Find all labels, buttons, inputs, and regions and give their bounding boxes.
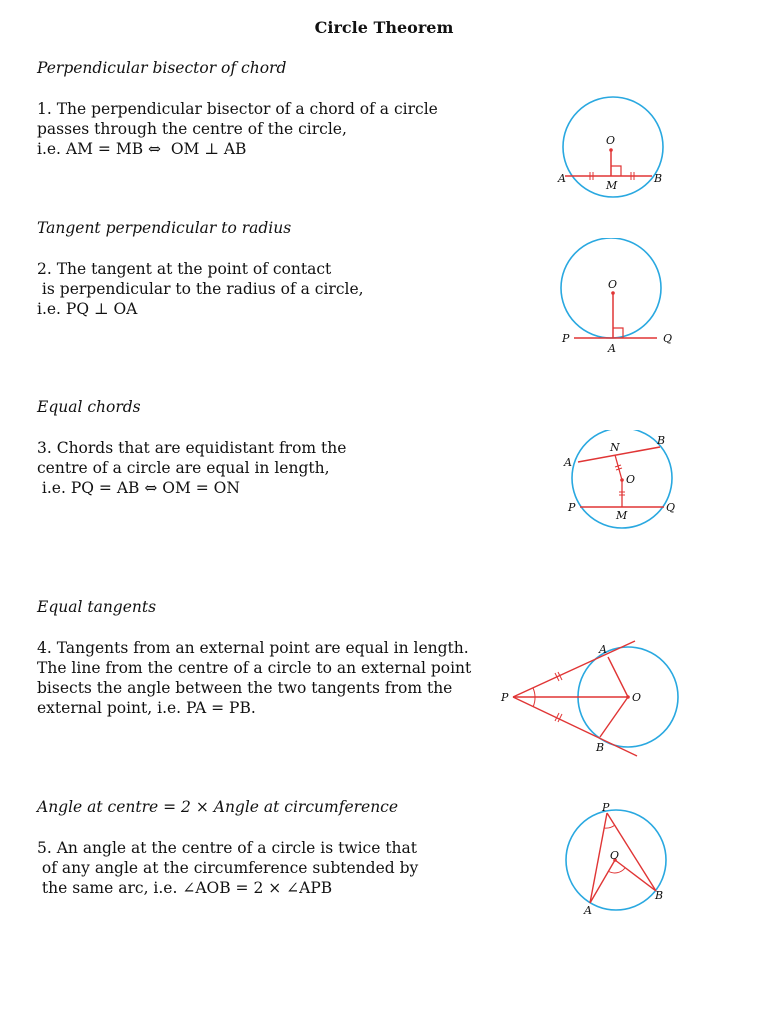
- section-3-text: [37, 438, 346, 498]
- radius-ob: [615, 860, 656, 891]
- centre-point: [620, 478, 624, 482]
- section-5-line-1: 5. An angle at the centre of a circle is twice that: [37, 839, 418, 857]
- section-5-line-2: of any angle at the circumference subtended by: [37, 859, 419, 877]
- section-4-heading: Equal tangents: [37, 598, 157, 616]
- section-4-line-3: bisects the angle between the two tangents from the: [37, 679, 453, 697]
- section-4-line-2: The line from the centre of a circle to an external point: [37, 659, 472, 677]
- radius-ob: [600, 697, 628, 737]
- label-q: Q: [666, 501, 676, 514]
- centre-point: [609, 148, 613, 152]
- label-m: M: [616, 509, 628, 522]
- label-a: A: [558, 172, 566, 185]
- section-2-text: [37, 259, 364, 319]
- label-n: N: [610, 441, 620, 454]
- equal-tangents-diagram: [495, 638, 695, 758]
- equal-chords-diagram: [560, 430, 690, 530]
- section-2-heading: Tangent perpendicular to radius: [37, 219, 292, 237]
- centre-point: [611, 291, 615, 295]
- section-4-line-1: 4. Tangents from an external point are equal in length.: [37, 639, 469, 657]
- tangent-radius-diagram: [555, 238, 685, 358]
- label-a: A: [608, 342, 616, 355]
- page-title: Circle Theorem: [314, 18, 454, 37]
- segment-on: [615, 455, 622, 480]
- section-3-heading: Equal chords: [37, 398, 141, 416]
- label-o: O: [606, 134, 616, 147]
- perpendicular-bisector-diagram: [550, 95, 680, 200]
- label-o: O: [610, 849, 620, 862]
- right-angle-mark: [611, 166, 621, 176]
- section-3-line-2: centre of a circle are equal in length,: [37, 459, 330, 477]
- angle-mark: [533, 697, 535, 707]
- section-5-line-3: the same arc, i.e. ∠AOB = 2 × ∠APB: [37, 879, 333, 897]
- section-5-text: [37, 838, 418, 898]
- label-a: A: [599, 643, 607, 656]
- section-1-heading: Perpendicular bisector of chord: [37, 59, 287, 77]
- label-b: B: [655, 889, 664, 902]
- section-3-line-3: i.e. PQ = AB ⇔ OM = ON: [37, 479, 240, 497]
- section-4-line-4: external point, i.e. PA = PB.: [37, 699, 256, 717]
- angle-mark: [533, 688, 535, 697]
- label-o: O: [608, 278, 618, 291]
- label-a: A: [564, 456, 572, 469]
- label-o: O: [632, 691, 642, 704]
- section-3-line-1: 3. Chords that are equidistant from the: [37, 439, 347, 457]
- angle-mark-p: [604, 825, 615, 828]
- label-q: Q: [663, 332, 673, 345]
- label-a: A: [584, 904, 592, 917]
- label-b: B: [657, 434, 666, 447]
- label-b: B: [654, 172, 663, 185]
- tangent-pa: [513, 641, 635, 697]
- section-5-heading: Angle at centre = 2 × Angle at circumference: [37, 798, 399, 816]
- section-1-text: [37, 99, 438, 159]
- label-p: P: [602, 801, 610, 814]
- label-p: P: [562, 332, 570, 345]
- section-2-line-3: i.e. PQ ⊥ OA: [37, 300, 138, 318]
- tangent-pb: [513, 697, 637, 756]
- section-1-line-1: 1. The perpendicular bisector of a chord of a circle: [37, 100, 438, 118]
- section-1-line-3: i.e. AM = MB ⇔ OM ⊥ AB: [37, 140, 247, 158]
- label-b: B: [596, 741, 605, 754]
- label-o: O: [626, 473, 636, 486]
- angle-at-centre-diagram: [555, 798, 685, 923]
- label-p: P: [501, 691, 509, 704]
- label-m: M: [606, 179, 618, 192]
- section-2-line-1: 2. The tangent at the point of contact: [37, 260, 332, 278]
- radius-oa: [608, 657, 628, 697]
- centre-point: [626, 695, 630, 699]
- label-p: P: [568, 501, 576, 514]
- section-1-line-2: passes through the centre of the circle,: [37, 120, 347, 138]
- section-4-text: [37, 638, 471, 718]
- section-2-line-2: is perpendicular to the radius of a circle,: [37, 280, 364, 298]
